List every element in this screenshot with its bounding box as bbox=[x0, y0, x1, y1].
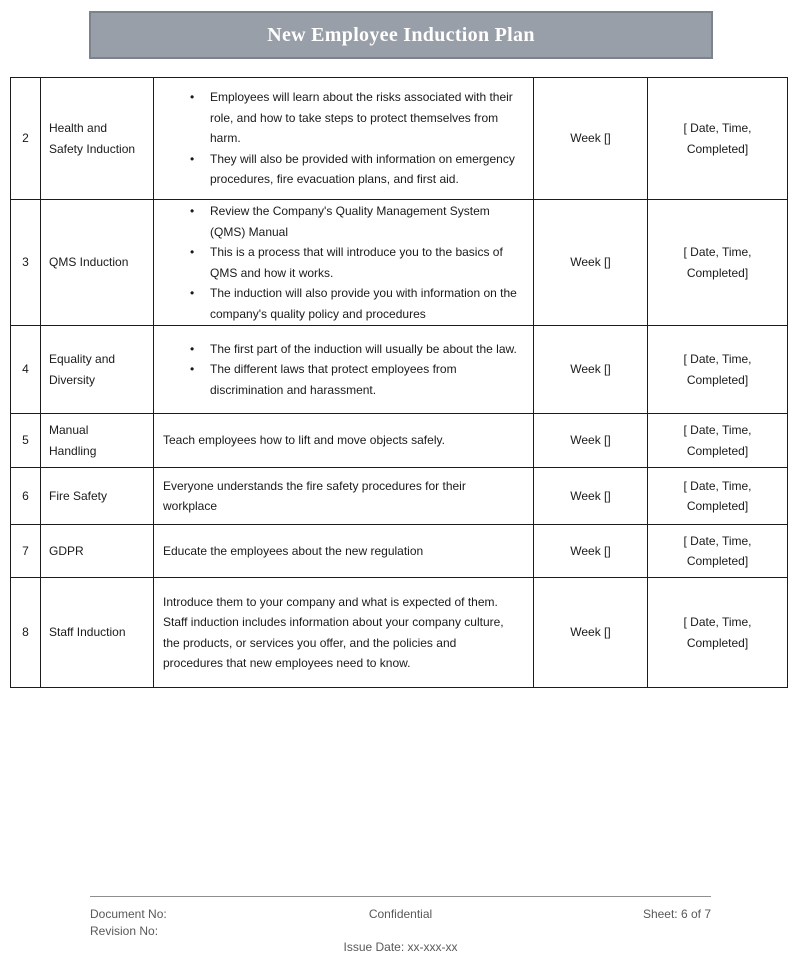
bullet-icon: • bbox=[190, 204, 195, 218]
row-number-cell: 2 bbox=[11, 78, 41, 200]
footer-document-no-label: Document No: bbox=[90, 907, 167, 921]
induction-title-text: Manual Handling bbox=[49, 423, 97, 458]
week-cell: Week [] bbox=[534, 200, 648, 326]
completed-cell: [ Date, Time, Completed] bbox=[648, 200, 788, 326]
row-number-cell: 7 bbox=[11, 525, 41, 578]
induction-title-cell bbox=[41, 200, 154, 326]
bullet-icon: • bbox=[190, 245, 195, 259]
row-number-cell: 5 bbox=[11, 414, 41, 468]
bullet-item bbox=[154, 242, 529, 283]
induction-plan-table bbox=[10, 77, 788, 688]
week-cell: Week [] bbox=[534, 78, 648, 200]
bullet-text: Employees will learn about the risks associated with their role, and how to take steps to protect themselves from harm. bbox=[210, 90, 513, 146]
induction-title-cell bbox=[41, 326, 154, 414]
table-row bbox=[11, 78, 788, 200]
bullet-text: This is a process that will introduce you to the basics of QMS and how it works. bbox=[210, 245, 503, 280]
footer-confidential-label: Confidential bbox=[368, 907, 433, 921]
footer-divider bbox=[90, 896, 711, 897]
description-text: Educate the employees about the new regulation bbox=[163, 543, 424, 558]
footer-issue-date: Issue Date: xx-xxx-xx bbox=[343, 940, 458, 954]
bullet-item bbox=[154, 359, 529, 400]
row-number-cell: 3 bbox=[11, 200, 41, 326]
bullet-text: Review the Company's Quality Management System (QMS) Manual bbox=[210, 204, 490, 239]
induction-title-text: Equality and Diversity bbox=[49, 352, 116, 387]
table-row bbox=[11, 200, 788, 326]
bullet-text: They will also be provided with information on emergency procedures, fire evacuation plans, and first aid. bbox=[210, 151, 515, 187]
completed-cell: [ Date, Time, Completed] bbox=[648, 326, 788, 414]
table-row bbox=[11, 578, 788, 688]
description-cell bbox=[154, 326, 534, 414]
induction-title-text: QMS Induction bbox=[49, 255, 129, 270]
bullet-item bbox=[154, 283, 529, 324]
description-text: Teach employees how to lift and move objects safely. bbox=[163, 433, 445, 448]
bullet-text: The induction will also provide you with information on the company's quality policy and procedures bbox=[210, 286, 517, 321]
table-row bbox=[11, 414, 788, 468]
induction-title-text: Staff Induction bbox=[49, 625, 126, 640]
bullet-text: The first part of the induction will usually be about the law. bbox=[210, 341, 517, 356]
description-cell bbox=[154, 78, 534, 200]
footer-revision-no-label: Revision No: bbox=[90, 924, 159, 938]
bullet-icon: • bbox=[190, 151, 195, 166]
description-cell bbox=[154, 525, 534, 578]
description-cell bbox=[154, 468, 534, 525]
table-row bbox=[11, 326, 788, 414]
week-cell: Week [] bbox=[534, 468, 648, 525]
completed-cell: [ Date, Time, Completed] bbox=[648, 468, 788, 525]
row-number-cell: 8 bbox=[11, 578, 41, 688]
page-title: New Employee Induction Plan bbox=[267, 23, 535, 46]
row-number-cell: 6 bbox=[11, 468, 41, 525]
bullet-text: The different laws that protect employees from discrimination and harassment. bbox=[210, 362, 457, 397]
bullet-icon: • bbox=[190, 286, 195, 300]
induction-title-cell bbox=[41, 578, 154, 688]
induction-title-cell bbox=[41, 468, 154, 525]
bullet-icon: • bbox=[190, 90, 195, 105]
description-cell bbox=[154, 578, 534, 688]
bullet-icon: • bbox=[190, 362, 195, 377]
completed-cell: [ Date, Time, Completed] bbox=[648, 525, 788, 578]
week-cell: Week [] bbox=[534, 326, 648, 414]
induction-title-cell bbox=[41, 414, 154, 468]
bullet-item bbox=[154, 149, 529, 190]
description-cell bbox=[154, 414, 534, 468]
week-cell: Week [] bbox=[534, 525, 648, 578]
induction-table-body bbox=[11, 78, 788, 688]
completed-cell: [ Date, Time, Completed] bbox=[648, 78, 788, 200]
induction-title-text: Fire Safety bbox=[49, 488, 108, 503]
week-cell: Week [] bbox=[534, 578, 648, 688]
week-cell: Week [] bbox=[534, 414, 648, 468]
induction-title-text: Health and Safety Induction bbox=[49, 121, 136, 156]
completed-cell: [ Date, Time, Completed] bbox=[648, 414, 788, 468]
induction-title-text: GDPR bbox=[49, 543, 84, 558]
document-title-banner bbox=[89, 11, 713, 59]
table-row bbox=[11, 468, 788, 525]
description-cell bbox=[154, 200, 534, 326]
bullet-icon: • bbox=[190, 341, 195, 356]
row-number-cell: 4 bbox=[11, 326, 41, 414]
induction-title-cell bbox=[41, 525, 154, 578]
induction-title-cell bbox=[41, 78, 154, 200]
footer-sheet-number: Sheet: 6 of 7 bbox=[642, 907, 711, 921]
bullet-item bbox=[154, 339, 529, 360]
table-row bbox=[11, 525, 788, 578]
completed-cell: [ Date, Time, Completed] bbox=[648, 578, 788, 688]
description-text: Introduce them to your company and what is expected of them. Staff induction includes information about your company culture, the products, or services you offer, and the policies and procedures that new employees need to know. bbox=[163, 594, 504, 670]
bullet-item bbox=[154, 87, 529, 149]
bullet-item bbox=[154, 201, 529, 242]
description-text: Everyone understands the fire safety procedures for their workplace bbox=[163, 478, 466, 513]
